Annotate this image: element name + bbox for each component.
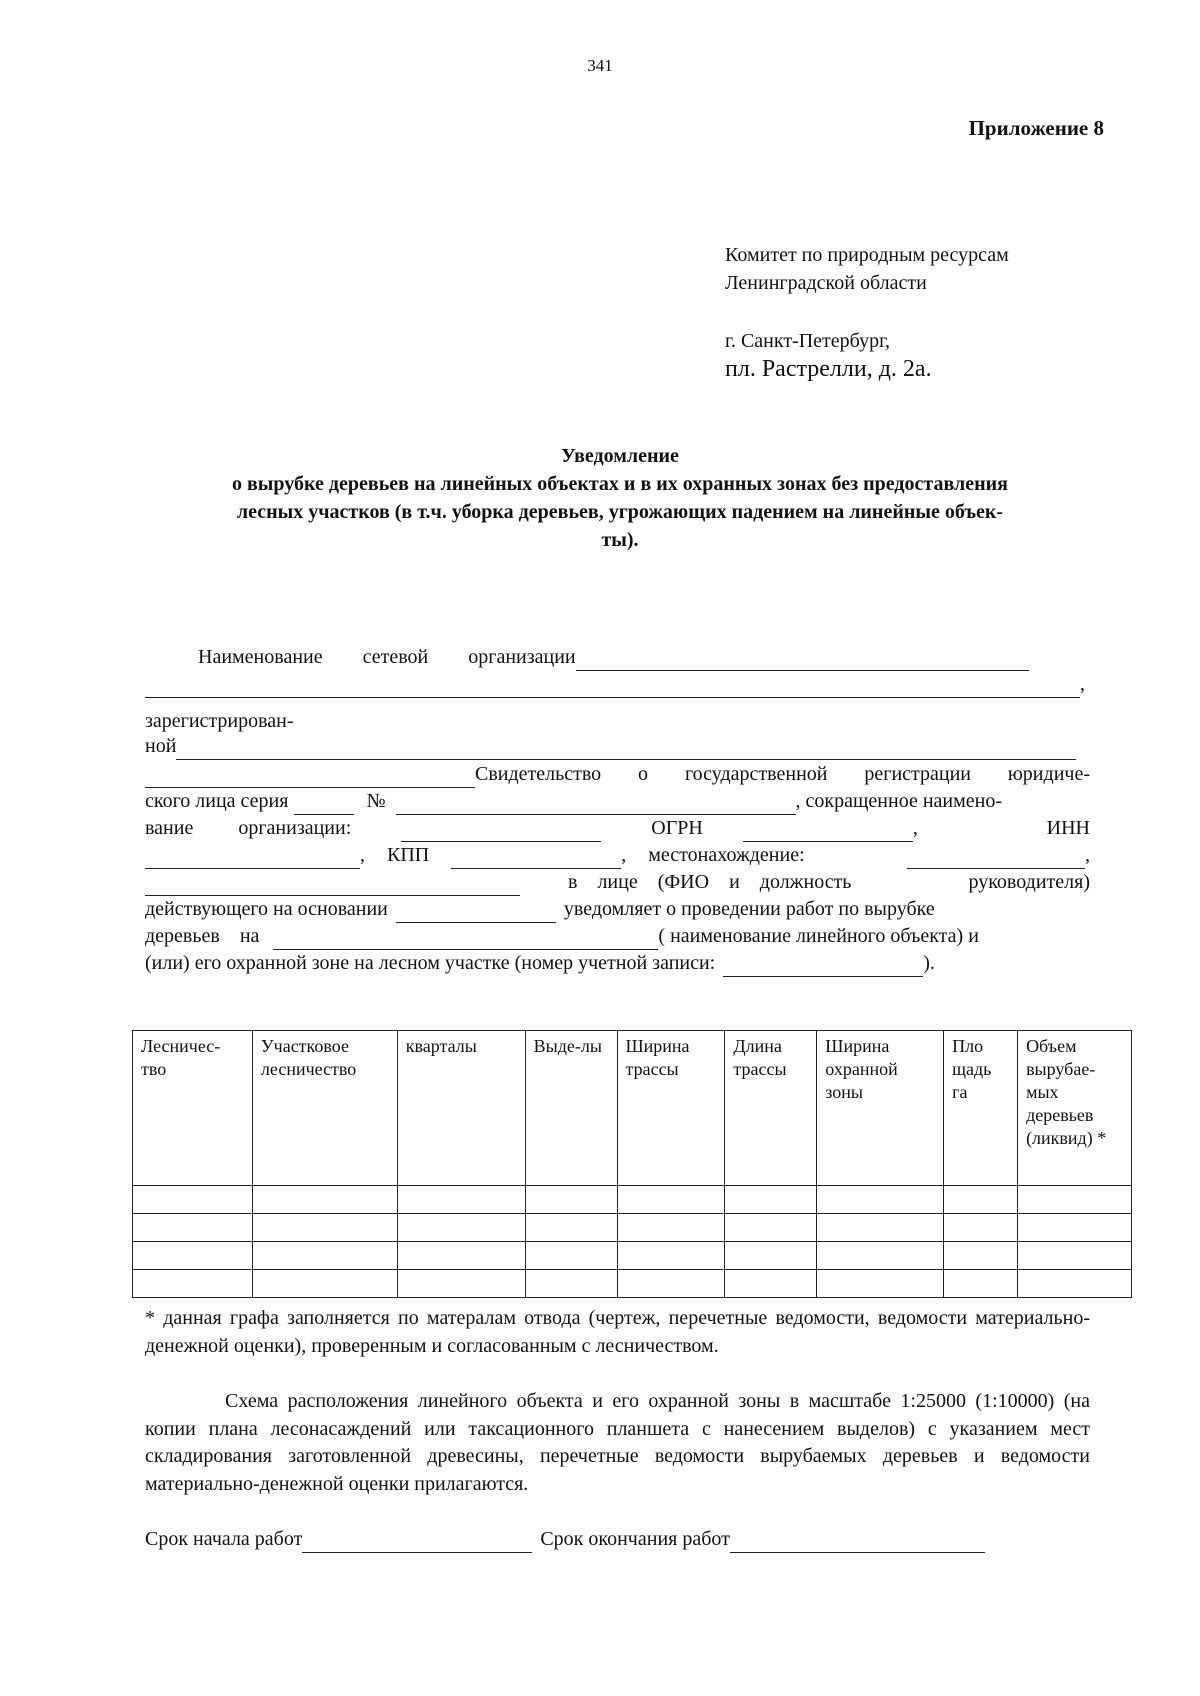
table-cell[interactable] <box>397 1242 525 1270</box>
ogrn-field[interactable] <box>743 819 913 842</box>
table-cell[interactable] <box>725 1186 817 1214</box>
scheme-paragraph: Схема расположения линейного объекта и его охранной зоны в масштабе 1:25000 (1:10000) (на копии плана лесонасаждений или таксационного планшета с нанесением выделов) с указанием мест складирования заготовленной древесины, перечетные ведомости вырубаемых деревьев и ведомости материально-денежной оценки прилагаются. <box>145 1390 1090 1495</box>
label-registered-end: ной <box>145 735 177 757</box>
label-on: на <box>239 925 260 947</box>
form-line-6 <box>145 787 1090 815</box>
page-number: 341 <box>587 56 613 75</box>
form-line-10 <box>145 895 1090 923</box>
title-line3: лесных участков (в т.ч. уборка деревьев, угрожающих падением на линейные объек- <box>236 501 1004 523</box>
comma: , <box>360 844 365 866</box>
table-cell[interactable] <box>1018 1242 1132 1270</box>
table-cell[interactable] <box>252 1186 397 1214</box>
label-head: руководителя) <box>968 871 1090 893</box>
label-position: должность <box>759 871 852 893</box>
label-short-name: , сокращенное наимено- <box>795 790 1003 812</box>
label-acting-basis: действующего на основании <box>145 898 388 920</box>
table-cell[interactable] <box>817 1186 944 1214</box>
label-setevoy: сетевой <box>362 646 429 668</box>
table-cell[interactable] <box>525 1270 617 1298</box>
table-cell[interactable] <box>133 1186 253 1214</box>
label-notifies: уведомляет о проведении работ по вырубке <box>563 898 935 920</box>
table-cell[interactable] <box>252 1214 397 1242</box>
label-inn: ИНН <box>1046 817 1090 839</box>
certificate-number-field[interactable] <box>396 792 796 815</box>
recipient-city: г. Санкт-Петербург, <box>725 330 891 352</box>
table-row <box>133 1186 1132 1214</box>
label-v: в <box>568 871 578 893</box>
footnote: * данная графа заполняется по матералам отвода (чертеж, перечетные ведомости, ведомости материально-денежной оценки), проверенным и согласованным с лесничеством. <box>145 1307 1090 1357</box>
comma: , <box>912 817 918 839</box>
form-line-8 <box>145 841 1090 869</box>
recipient-address <box>725 327 932 383</box>
comma: , <box>1085 844 1090 866</box>
label-location: местонахождение: <box>648 844 805 866</box>
comma: , <box>621 844 627 866</box>
label-trees: деревьев <box>145 925 220 947</box>
org-name-field-cont[interactable] <box>145 675 1080 698</box>
header-quarters: кварталы <box>397 1031 525 1186</box>
form-line-11 <box>145 922 1090 950</box>
dates-line <box>145 1525 1090 1553</box>
header-volume: Объем вырубае-мых деревьев (ликвид) * <box>1018 1031 1132 1186</box>
label-number-sign: № <box>366 790 386 812</box>
label-linear-object: ( наименование линейного объекта) и <box>658 925 979 947</box>
table-cell[interactable] <box>944 1214 1018 1242</box>
header-area: Пло щадь га <box>944 1031 1018 1186</box>
table-cell[interactable] <box>133 1270 253 1298</box>
recipient-line1: Комитет по природным ресурсам <box>725 244 1009 266</box>
cutting-table <box>132 1030 1132 1298</box>
table-cell[interactable] <box>252 1270 397 1298</box>
label-start-date: Срок начала работ <box>145 1528 303 1550</box>
label-and: и <box>729 871 740 893</box>
appendix-label: Приложение 8 <box>968 116 1104 140</box>
table-cell[interactable] <box>725 1270 817 1298</box>
form-line-9 <box>145 868 1090 896</box>
form-line-12 <box>145 949 1090 977</box>
header-allotments: Выде-лы <box>525 1031 617 1186</box>
table-cell[interactable] <box>1018 1270 1132 1298</box>
label-protected-zone: (или) его охранной зоне на лесном участке (номер учетной записи: <box>145 952 716 974</box>
label-ogrn: ОГРН <box>651 817 703 839</box>
label-naimenovanie: Наименование <box>198 646 323 668</box>
table-cell[interactable] <box>133 1242 253 1270</box>
label-series: ского лица серия <box>145 790 289 812</box>
title-line1: Уведомление <box>561 445 679 467</box>
table-cell[interactable] <box>252 1242 397 1270</box>
table-cell[interactable] <box>617 1242 725 1270</box>
form-line-4 <box>145 732 1090 760</box>
location-field-cont[interactable] <box>145 873 520 896</box>
table-cell[interactable] <box>397 1270 525 1298</box>
header-zone-width: Ширина охранной зоны <box>817 1031 944 1186</box>
table-cell[interactable] <box>525 1242 617 1270</box>
label-registered: зарегистрирован- <box>145 710 294 732</box>
table-cell[interactable] <box>944 1186 1018 1214</box>
document-title <box>145 442 1095 554</box>
end-date-field[interactable] <box>730 1530 985 1553</box>
label-organizacii: организации <box>468 646 576 668</box>
inn-field[interactable] <box>145 846 360 869</box>
basis-field[interactable] <box>396 900 556 923</box>
label-close-paren: ). <box>923 952 935 974</box>
label-certificate: Свидетельство о государственной регистрации юридиче- <box>475 763 1090 785</box>
location-field[interactable] <box>907 846 1085 869</box>
header-route-width: Ширина трассы <box>617 1031 725 1186</box>
label-litse: лице <box>597 871 638 893</box>
org-name-field[interactable] <box>576 648 1029 671</box>
start-date-field[interactable] <box>302 1530 532 1553</box>
table-cell[interactable] <box>397 1186 525 1214</box>
label-kpp: КПП <box>387 844 430 866</box>
table-cell[interactable] <box>617 1186 725 1214</box>
table-row <box>133 1270 1132 1298</box>
table-cell[interactable] <box>817 1270 944 1298</box>
label-vanie: вание <box>145 817 194 839</box>
comma: , <box>1080 673 1085 695</box>
header-forestry: Лесничес-тво <box>133 1031 253 1186</box>
table-row <box>133 1242 1132 1270</box>
table-cell[interactable] <box>617 1214 725 1242</box>
form-line-1 <box>145 643 1090 671</box>
title-line2: о вырубке деревьев на линейных объектах и в их охранных зонах без предоставления <box>232 473 1008 495</box>
table-cell[interactable] <box>1018 1214 1132 1242</box>
series-field[interactable] <box>294 792 354 815</box>
header-route-length: Длина трассы <box>725 1031 817 1186</box>
record-number-field[interactable] <box>723 954 923 977</box>
short-name-field[interactable] <box>401 819 601 842</box>
form-line-3 <box>145 707 1090 735</box>
table-cell[interactable] <box>133 1214 253 1242</box>
table-header-row <box>133 1031 1132 1186</box>
table-cell[interactable] <box>397 1214 525 1242</box>
form-line-2 <box>145 670 1090 698</box>
table-cell[interactable] <box>525 1214 617 1242</box>
table-cell[interactable] <box>944 1242 1018 1270</box>
registration-field-cont[interactable] <box>145 765 475 788</box>
table-cell[interactable] <box>817 1214 944 1242</box>
header-district-forestry: Участковое лесничество <box>252 1031 397 1186</box>
table-cell[interactable] <box>944 1270 1018 1298</box>
table-cell[interactable] <box>617 1270 725 1298</box>
form-line-7 <box>145 814 1090 842</box>
linear-object-field[interactable] <box>273 927 658 950</box>
table-cell[interactable] <box>817 1242 944 1270</box>
recipient-line2: Ленинградской области <box>725 272 927 294</box>
form-line-5 <box>145 760 1090 788</box>
label-organization: организации: <box>238 817 352 839</box>
table-cell[interactable] <box>525 1186 617 1214</box>
label-fio: (ФИО <box>657 871 710 893</box>
table-cell[interactable] <box>1018 1186 1132 1214</box>
table-row <box>133 1214 1132 1242</box>
table-cell[interactable] <box>725 1214 817 1242</box>
label-end-date: Срок окончания работ <box>540 1528 730 1550</box>
recipient-street: пл. Растрелли, д. 2а. <box>725 356 932 382</box>
title-line4: ты). <box>601 529 639 551</box>
recipient-block <box>725 241 1009 297</box>
table-cell[interactable] <box>725 1242 817 1270</box>
kpp-field[interactable] <box>451 846 621 869</box>
registration-field[interactable] <box>176 737 1076 760</box>
